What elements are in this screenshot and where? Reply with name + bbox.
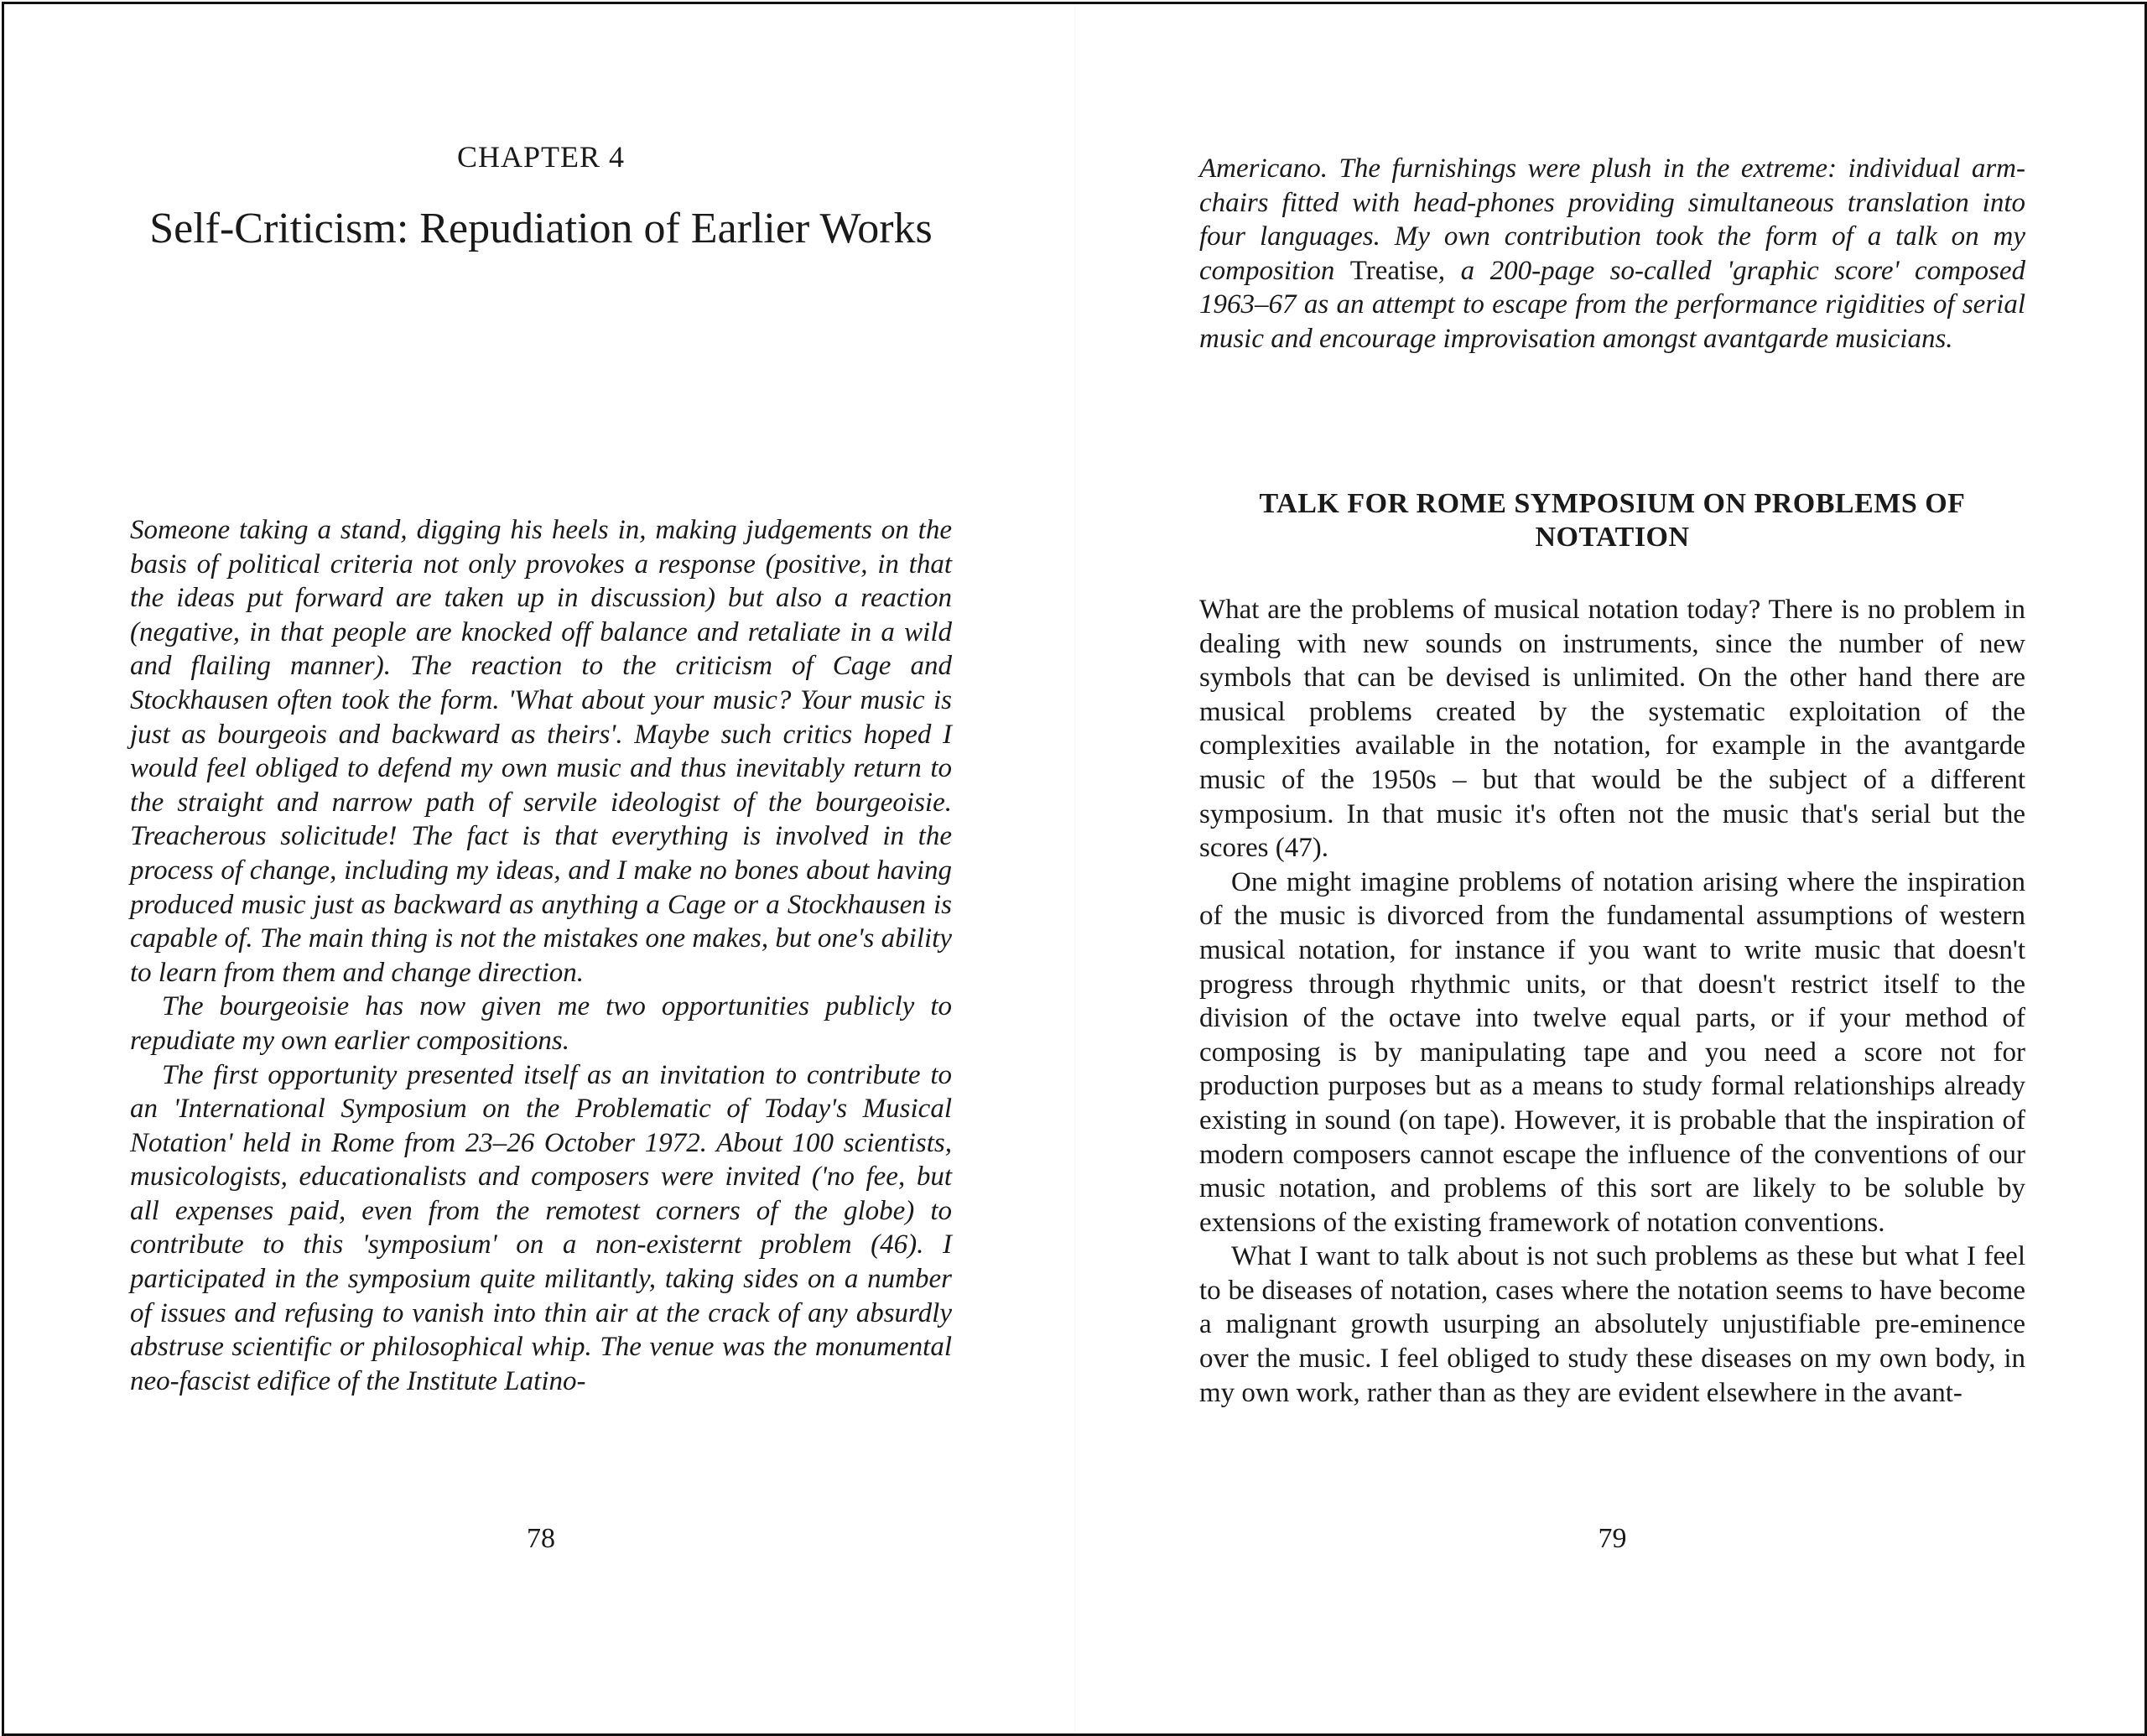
left-page: [130, 4, 952, 1733]
body-paragraph: The first opportunity presented itself as an invitation to contribute to an 'International Symposium on the Problematic of Today's Musical Notation' held in Rome from 23–26 October 1972. About 100 scientists, musicologists, educationalists and composers were invited ('no fee, but all expenses paid, even from the remotest corners of the globe) to contribute to this 'symposium' on a non-existernt problem (46). I participated in the symposium quite militantly, taking sides on a number of issues and refusing to vanish into thin air at the crack of any absurdly abstruse scientific or philosophical whip. The venue was the monumental neo-fascist edifice of the Institute Latino-: [130, 1059, 952, 1396]
body-paragraph: Someone taking a stand, digging his heels in, making judgements on the basis of political criteria not only provokes a response (positive, in that the ideas put forward are taken up in discussion) but also a reaction (negative, in that people are knocked off balance and retaliate in a wild and flailing manner). The reaction to the criticism of Cage and Stockhausen often took the form. 'What about your music? Your music is just as bourgeois and backward as theirs'. Maybe such critics hoped I would feel obliged to defend my own music and thus inevitably return to the straight and narrow path of servile ideologist of the bourgeoisie. Treacherous solicitude! The fact is that everything is involved in the process of change, including my ideas, and I make no bones about having produced music just as backward as anything a Cage or a Stockhausen is capable of. The main thing is not the mistakes one makes, but one's ability to learn from them and change direction.: [130, 515, 952, 988]
right-page: [1199, 4, 2025, 1733]
chapter-title: Self-Criticism: Repudiation of Earlier Works: [149, 205, 933, 252]
chapter-label: CHAPTER 4: [456, 140, 626, 174]
work-title: Treatise: [1349, 255, 1438, 286]
body-paragraph: The bourgeoisie has now given me two opportunities publicly to repudiate my own earlier compositions.: [130, 991, 952, 1056]
body-paragraph: What are the problems of musical notation today? There is no problem in dealing with new sounds on instruments, since the number of new symbols that can be devised is unlimited. On the other hand there are musical problems created by the systematic exploitation of the complexities available in the notation, for example in the avantgarde music of the 1950s – but that would be the subject of a different symposium. In that music it's often not the music that's serial but the scores (47).: [1199, 595, 2025, 864]
gutter: [1074, 4, 1076, 1733]
book-spread: [2, 2, 2147, 1736]
left-page-body: [130, 513, 952, 1398]
intro-text: Americano. The furnishings were plush in the extreme: individual arm-chairs fitted with head-phones providing simultaneous translation into four languages. My own contribution took the form of a talk on my composition: [1199, 153, 2025, 286]
section-heading: TALK FOR ROME SYMPOSIUM ON PROBLEMS OF NOTATION: [1259, 488, 1966, 553]
body-paragraph: One might imagine problems of notation arising where the inspiration of the music is divorced from the fundamental assumptions of western musical notation, for instance if you want to write music that doesn't progress through rhythmic units, or that doesn't restrict itself to the division of the octave into twelve equal parts, or if your method of composing is by manipulating tape and you need a score not for production purposes but as a means to study formal relationships already existing in sound (on tape). However, it is probable that the inspiration of modern composers cannot escape the influence of the conventions of our music notation, and problems of this sort are likely to be soluble by extensions of the existing framework of notation conventions.: [1199, 866, 2025, 1238]
right-page-body: [1199, 593, 2025, 1410]
intro-text: , a 200-page so-called 'graphic score' composed 1963–67 as an attempt to escape from the performance rigidities of serial music and encourage improvisation amongst avantgarde musicians.: [1199, 255, 2026, 354]
page-number: 79: [1598, 1523, 1627, 1554]
body-paragraph: What I want to talk about is not such problems as these but what I feel to be diseases of notation, cases where the notation seems to have become a malignant growth usurping an absolutely unjustifiable pre-eminence over the music. I feel obliged to study these diseases on my own body, in my own work, rather than as they are evident elsewhere in the avant-: [1199, 1241, 2025, 1408]
page-number: 78: [527, 1523, 555, 1554]
intro-paragraph: [1199, 152, 2025, 356]
right-page-intro: [1199, 152, 2025, 356]
